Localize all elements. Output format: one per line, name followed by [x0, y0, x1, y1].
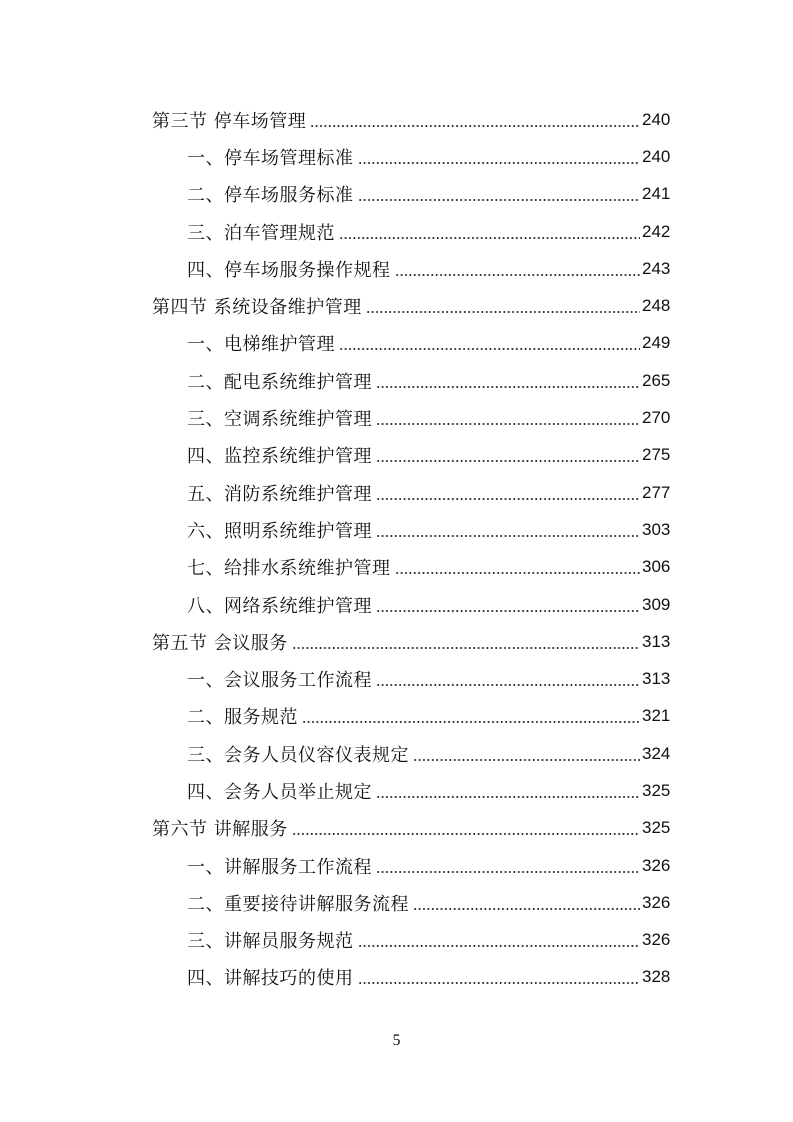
- toc-entry-label: 一、会议服务工作流程: [187, 666, 376, 692]
- dot-leader: [310, 111, 640, 129]
- toc-page-number: 277: [642, 482, 671, 502]
- dot-leader: [376, 446, 640, 464]
- toc-entry-label: 一、讲解服务工作流程: [187, 853, 376, 879]
- toc-entry-label: 三、空调系统维护管理: [187, 405, 376, 431]
- toc-page-number: 306: [642, 557, 671, 577]
- toc-page-number: 313: [642, 669, 671, 689]
- toc-item-row[interactable]: [0, 735, 793, 772]
- toc-item-row[interactable]: [0, 138, 793, 175]
- dot-leader: [366, 297, 640, 315]
- toc-section-row[interactable]: [0, 810, 793, 847]
- toc-page-number: 240: [642, 109, 671, 129]
- toc-section-row[interactable]: [0, 101, 793, 138]
- dot-leader: [376, 670, 640, 688]
- toc-entry-label: 四、会务人员举止规定: [187, 778, 376, 804]
- toc-page-number: 313: [642, 631, 671, 651]
- dot-leader: [292, 633, 640, 651]
- toc-page-number: 270: [642, 408, 671, 428]
- toc-item-row[interactable]: [0, 660, 793, 697]
- toc-entry-label: 二、重要接待讲解服务流程: [187, 890, 413, 916]
- dot-leader: [376, 409, 640, 427]
- toc-entry-label: 四、讲解技巧的使用: [187, 964, 358, 990]
- toc-item-row[interactable]: [0, 549, 793, 586]
- toc-item-row[interactable]: [0, 959, 793, 996]
- dot-leader: [292, 819, 640, 837]
- toc-entry-label: 八、网络系统维护管理: [187, 592, 376, 618]
- toc-entry-label: 三、会务人员仪容仪表规定: [187, 741, 413, 767]
- toc-page-number: 328: [642, 967, 671, 987]
- toc-entry-label: 六、照明系统维护管理: [187, 517, 376, 543]
- toc-entry-label: 三、讲解员服务规范: [187, 927, 358, 953]
- toc-page-number: 303: [642, 519, 671, 539]
- toc-page-number: 325: [642, 780, 671, 800]
- dot-leader: [376, 521, 640, 539]
- toc-entry-label: 五、消防系统维护管理: [187, 480, 376, 506]
- dot-leader: [376, 857, 640, 875]
- dot-leader: [376, 484, 640, 502]
- toc-page-number: 326: [642, 855, 671, 875]
- toc-entry-label: 七、给排水系统维护管理: [187, 554, 395, 580]
- dot-leader: [358, 148, 641, 166]
- toc-entry-label: 二、服务规范: [187, 703, 302, 729]
- toc-page-number: 309: [642, 594, 671, 614]
- toc-entry-label: 三、泊车管理规范: [187, 219, 339, 245]
- toc-page-number: 325: [642, 818, 671, 838]
- toc-entry-label: 第五节 会议服务: [152, 629, 292, 655]
- toc-page-number: 243: [642, 258, 671, 278]
- toc-entry-label: 一、停车场管理标准: [187, 144, 358, 170]
- table-of-contents: [0, 101, 793, 996]
- dot-leader: [395, 260, 641, 278]
- toc-page-number: 241: [642, 184, 671, 204]
- dot-leader: [376, 596, 640, 614]
- toc-page-number: 326: [642, 892, 671, 912]
- toc-entry-label: 第四节 系统设备维护管理: [152, 293, 366, 319]
- toc-entry-label: 四、停车场服务操作规程: [187, 256, 395, 282]
- dot-leader: [413, 894, 640, 912]
- dot-leader: [339, 334, 640, 352]
- toc-item-row[interactable]: [0, 399, 793, 436]
- toc-item-row[interactable]: [0, 213, 793, 250]
- toc-item-row[interactable]: [0, 586, 793, 623]
- toc-item-row[interactable]: [0, 362, 793, 399]
- toc-page-number: 248: [642, 296, 671, 316]
- toc-item-row[interactable]: [0, 698, 793, 735]
- toc-entry-label: 第三节 停车场管理: [152, 107, 310, 133]
- toc-item-row[interactable]: [0, 437, 793, 474]
- toc-entry-label: 第六节 讲解服务: [152, 815, 292, 841]
- dot-leader: [376, 782, 640, 800]
- toc-entry-label: 二、配电系统维护管理: [187, 368, 376, 394]
- toc-page-number: 265: [642, 370, 671, 390]
- toc-page-number: 326: [642, 930, 671, 950]
- toc-entry-label: 四、监控系统维护管理: [187, 442, 376, 468]
- toc-item-row[interactable]: [0, 772, 793, 809]
- page-number: 5: [392, 1032, 401, 1049]
- toc-section-row[interactable]: [0, 287, 793, 324]
- toc-page-number: 240: [642, 146, 671, 166]
- toc-page-number: 324: [642, 743, 671, 763]
- toc-item-row[interactable]: [0, 325, 793, 362]
- toc-item-row[interactable]: [0, 474, 793, 511]
- dot-leader: [358, 185, 641, 203]
- toc-page-number: 249: [642, 333, 671, 353]
- toc-item-row[interactable]: [0, 250, 793, 287]
- dot-leader: [302, 707, 640, 725]
- dot-leader: [358, 968, 641, 986]
- toc-item-row[interactable]: [0, 176, 793, 213]
- toc-entry-label: 一、电梯维护管理: [187, 330, 339, 356]
- dot-leader: [339, 223, 640, 241]
- toc-entry-label: 二、停车场服务标准: [187, 181, 358, 207]
- dot-leader: [413, 745, 640, 763]
- toc-page-number: 242: [642, 221, 671, 241]
- toc-item-row[interactable]: [0, 511, 793, 548]
- dot-leader: [358, 931, 641, 949]
- toc-page-number: 321: [642, 706, 671, 726]
- dot-leader: [376, 372, 640, 390]
- toc-item-row[interactable]: [0, 847, 793, 884]
- toc-item-row[interactable]: [0, 884, 793, 921]
- toc-page-number: 275: [642, 445, 671, 465]
- toc-section-row[interactable]: [0, 623, 793, 660]
- dot-leader: [395, 558, 641, 576]
- toc-item-row[interactable]: [0, 922, 793, 959]
